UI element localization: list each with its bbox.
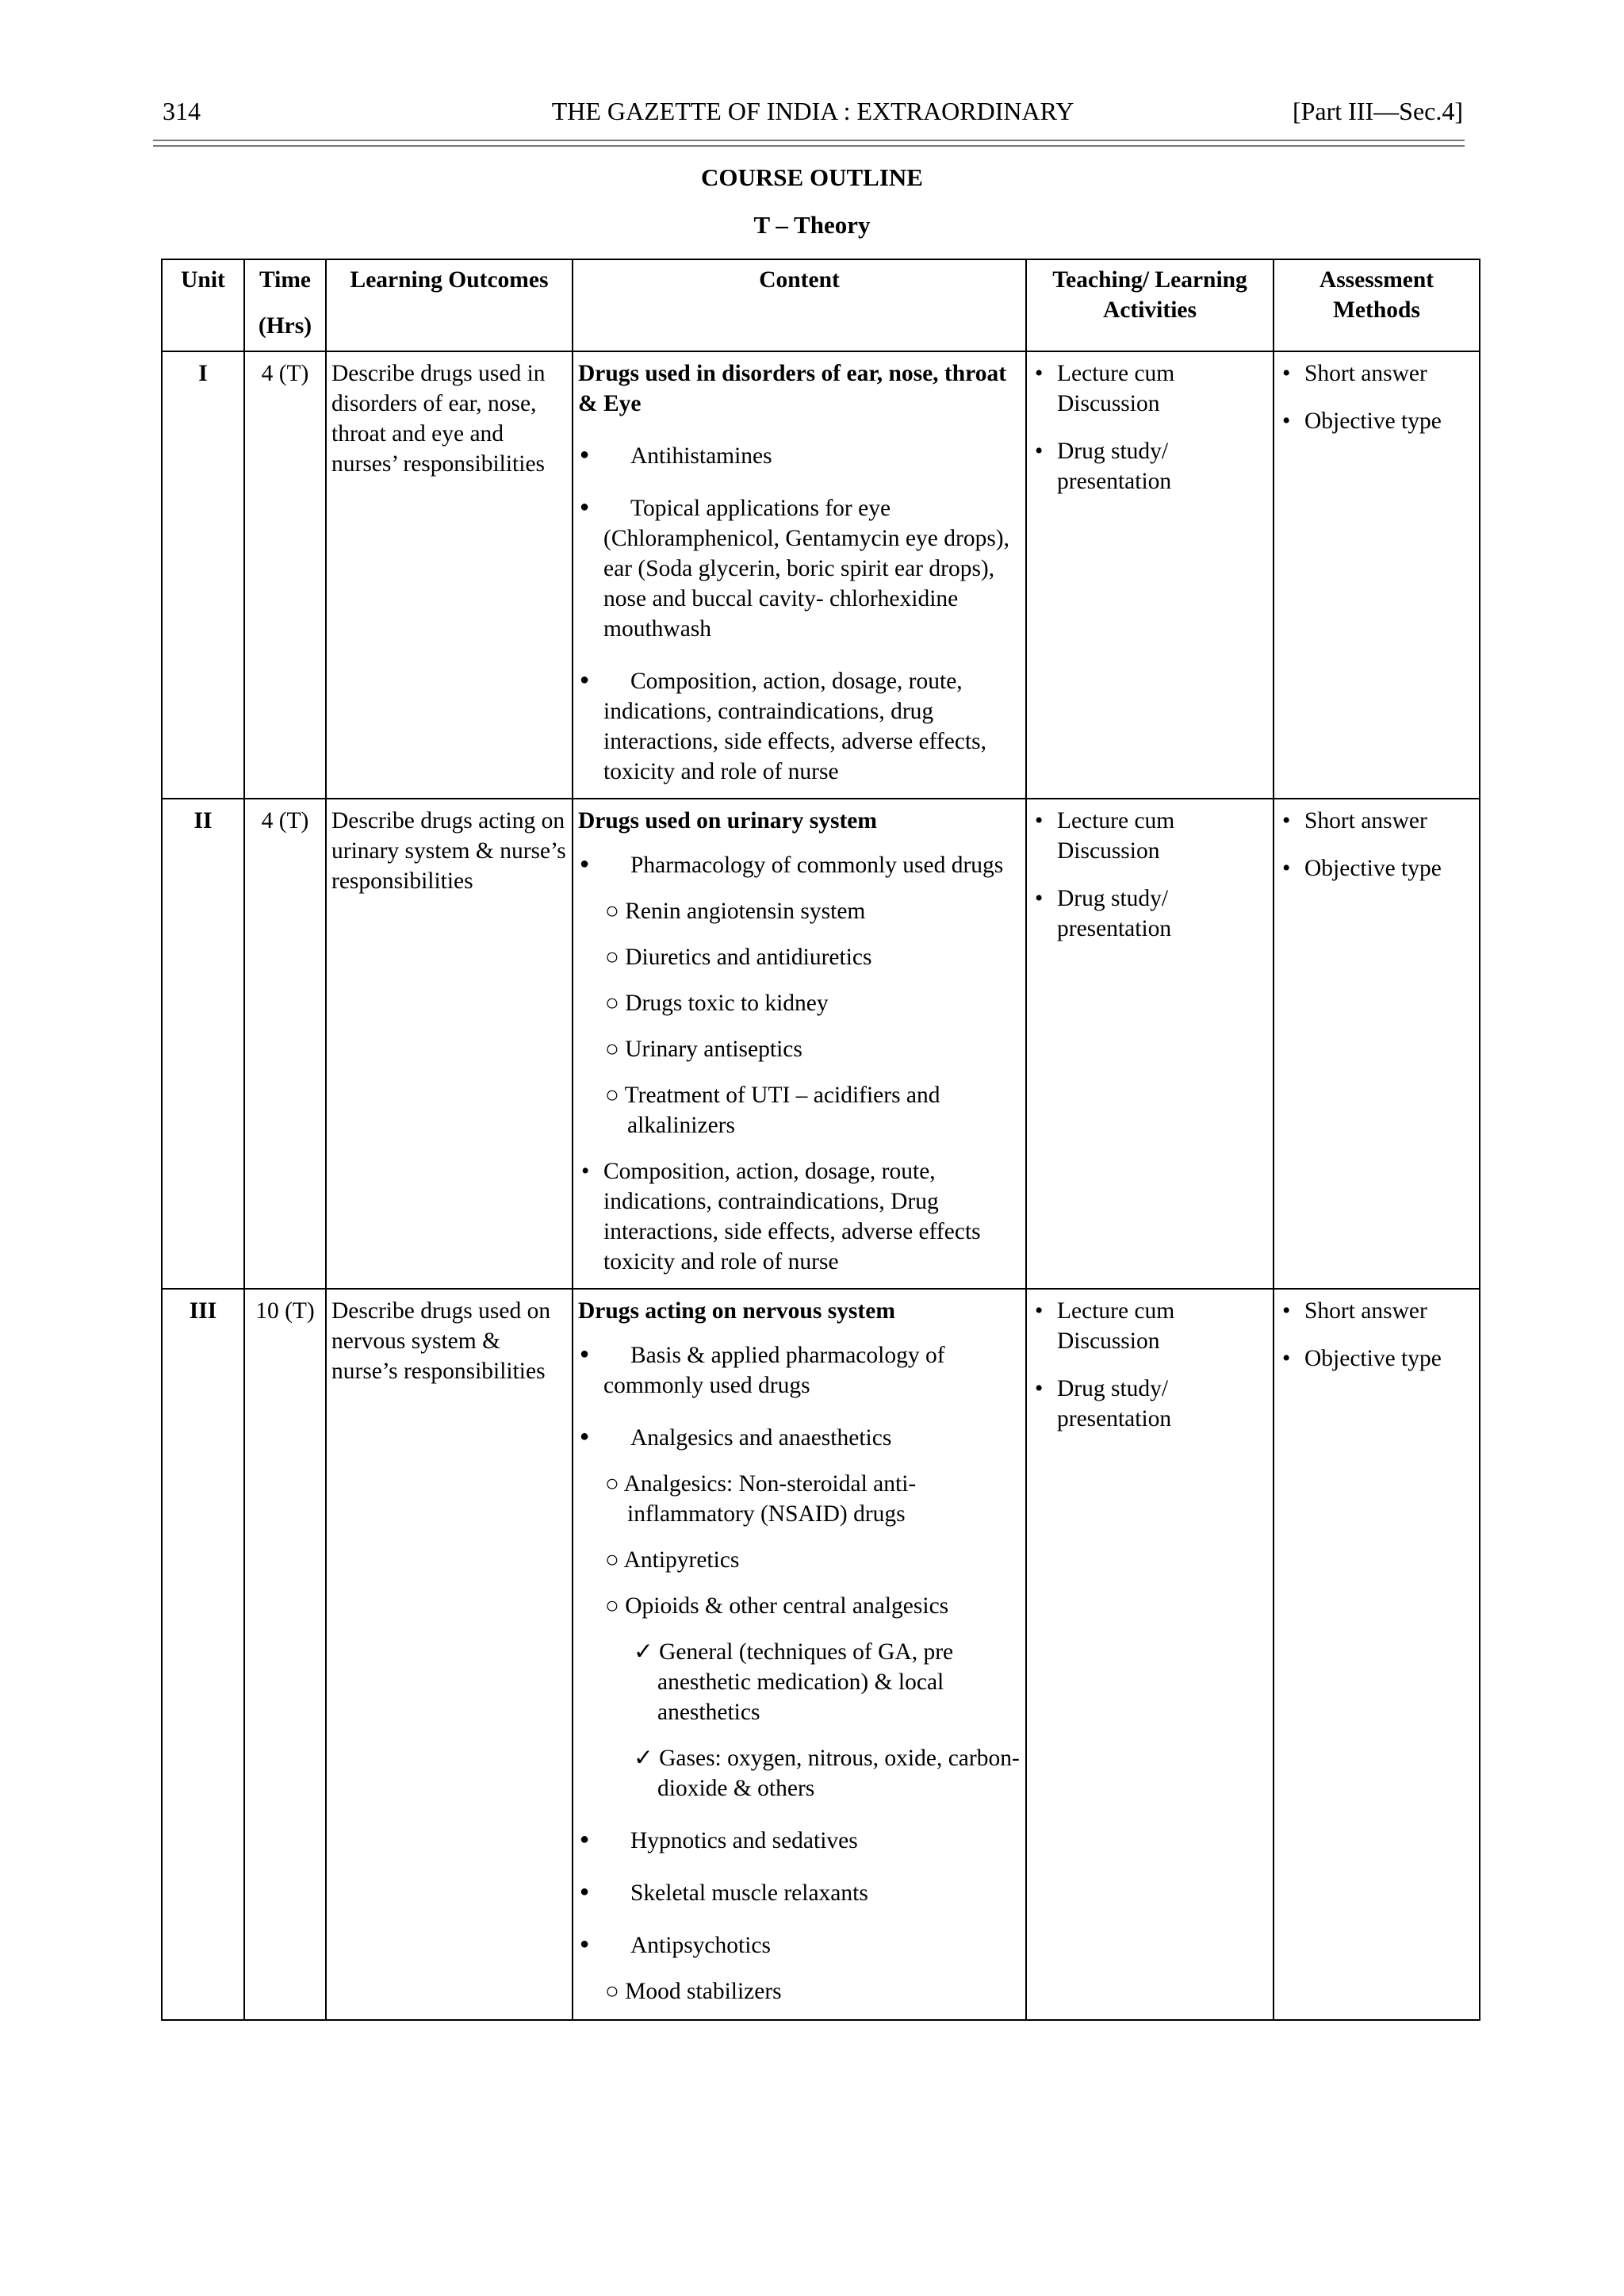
time-cell: 4 (T) [244, 351, 326, 799]
table-row [162, 799, 1480, 1289]
teaching-item: • Drug study/ presentation [1032, 884, 1268, 944]
assessment-item: • Short answer [1279, 1296, 1474, 1326]
unit-cell: III [162, 1289, 244, 2020]
part-label: [Part III—Sec.4] [1292, 97, 1463, 125]
gazette-title: THE GAZETTE OF INDIA : EXTRAORDINARY [551, 97, 1074, 125]
unit-cell: II [162, 799, 244, 1289]
col-header-time-line1: Time [259, 267, 311, 293]
content-title: Drugs used in disorders of ear, nose, throat & Eye [578, 361, 1007, 416]
teaching-item: • Lecture cum Discussion [1032, 1296, 1268, 1356]
header-rule-bottom [153, 145, 1465, 147]
content-check-item: ✓ Gases: oxygen, nitrous, oxide, carbon-dioxide & others [634, 1746, 1020, 1801]
col-header-time [244, 259, 326, 351]
teaching-cell [1026, 1289, 1274, 2020]
content-bullet: ● Composition, action, dosage, route, indications, contraindications, drug interactions, side effects, adverse effects, toxicity and role of nurse [578, 666, 1021, 787]
time-cell: 4 (T) [244, 799, 326, 1289]
table-row [162, 351, 1480, 799]
content-bullet: ● Pharmacology of commonly used drugs [578, 850, 1021, 880]
assessment-item: • Short answer [1279, 358, 1474, 389]
assessment-item: • Objective type [1279, 1343, 1474, 1374]
course-outline-table [161, 259, 1480, 2021]
teaching-item: • Lecture cum Discussion [1032, 358, 1268, 419]
content-bullet: ● Analgesics and anaesthetics [578, 1423, 1021, 1453]
teaching-item: • Lecture cum Discussion [1032, 806, 1268, 866]
content-bullet: • Composition, action, dosage, route, indications, contraindications, Drug interactions, side effects, adverse effects toxicity and role of nurse [578, 1156, 1021, 1277]
header-rule-top [153, 140, 1465, 141]
section-subheading: T – Theory [753, 211, 871, 239]
content-title: Drugs acting on nervous system [578, 1298, 895, 1324]
content-subitem: ○ Antipyretics [605, 1547, 740, 1573]
col-header-teaching: Teaching/ Learning Activities [1026, 259, 1274, 351]
assessment-cell [1274, 1289, 1480, 2020]
assessment-item: • Objective type [1279, 406, 1474, 436]
content-subitem: ○ Renin angiotensin system [605, 899, 866, 924]
page-number: 314 [163, 97, 201, 125]
assessment-cell [1274, 351, 1480, 799]
teaching-cell [1026, 799, 1274, 1289]
col-header-time-line2: (Hrs) [258, 313, 312, 339]
content-subitem: ○ Treatment of UTI – acidifiers and alkalinizers [605, 1083, 940, 1138]
content-subitem: ○ Urinary antiseptics [605, 1037, 802, 1062]
table-header-row [162, 259, 1480, 351]
content-bullet: ● Antipsychotics [578, 1930, 1021, 1961]
content-subitem: ○ Analgesics: Non-steroidal anti- inflammatory (NSAID) drugs [605, 1471, 917, 1527]
col-header-assessment: Assessment Methods [1274, 259, 1480, 351]
time-cell: 10 (T) [244, 1289, 326, 2020]
content-title: Drugs used on urinary system [578, 808, 877, 834]
outcomes-cell: Describe drugs used in disorders of ear, nose, throat and eye and nurses’ responsibilities [326, 351, 573, 799]
content-bullet: ● Hypnotics and sedatives [578, 1826, 1021, 1856]
content-bullet: ● Skeletal muscle relaxants [578, 1878, 1021, 1908]
content-cell [573, 351, 1026, 799]
content-subitem: ○ Diuretics and antidiuretics [605, 945, 872, 970]
col-header-unit: Unit [162, 259, 244, 351]
teaching-item: • Drug study/ presentation [1032, 436, 1268, 496]
content-cell [573, 1289, 1026, 2020]
content-check-item: ✓ General (techniques of GA, pre anesthetic medication) & local anesthetics [634, 1639, 954, 1725]
assessment-item: • Short answer [1279, 806, 1474, 836]
outcomes-cell: Describe drugs used on nervous system & nurse’s responsibilities [326, 1289, 573, 2020]
content-subitem: ○ Opioids & other central analgesics [605, 1593, 949, 1619]
content-bullet: ● Topical applications for eye (Chloramphenicol, Gentamycin eye drops), ear (Soda glycerin, boric spirit ear drops), nose and buccal cavity- chlorhexidine mouthwash [578, 493, 1021, 644]
content-cell [573, 799, 1026, 1289]
col-header-outcomes: Learning Outcomes [326, 259, 573, 351]
page-header [163, 97, 1463, 136]
assessment-cell [1274, 799, 1480, 1289]
outcomes-cell: Describe drugs acting on urinary system & nurse’s responsibilities [326, 799, 573, 1289]
teaching-item: • Drug study/ presentation [1032, 1374, 1268, 1434]
teaching-cell [1026, 351, 1274, 799]
unit-cell: I [162, 351, 244, 799]
table-row [162, 1289, 1480, 2020]
content-subitem: ○ Mood stabilizers [605, 1979, 782, 2004]
section-heading: COURSE OUTLINE [701, 163, 923, 191]
assessment-item: • Objective type [1279, 853, 1474, 884]
content-bullet: ● Basis & applied pharmacology of commonly used drugs [578, 1340, 1021, 1401]
content-subitem: ○ Drugs toxic to kidney [605, 991, 829, 1016]
col-header-content: Content [573, 259, 1026, 351]
content-bullet: ● Antihistamines [578, 441, 1021, 471]
